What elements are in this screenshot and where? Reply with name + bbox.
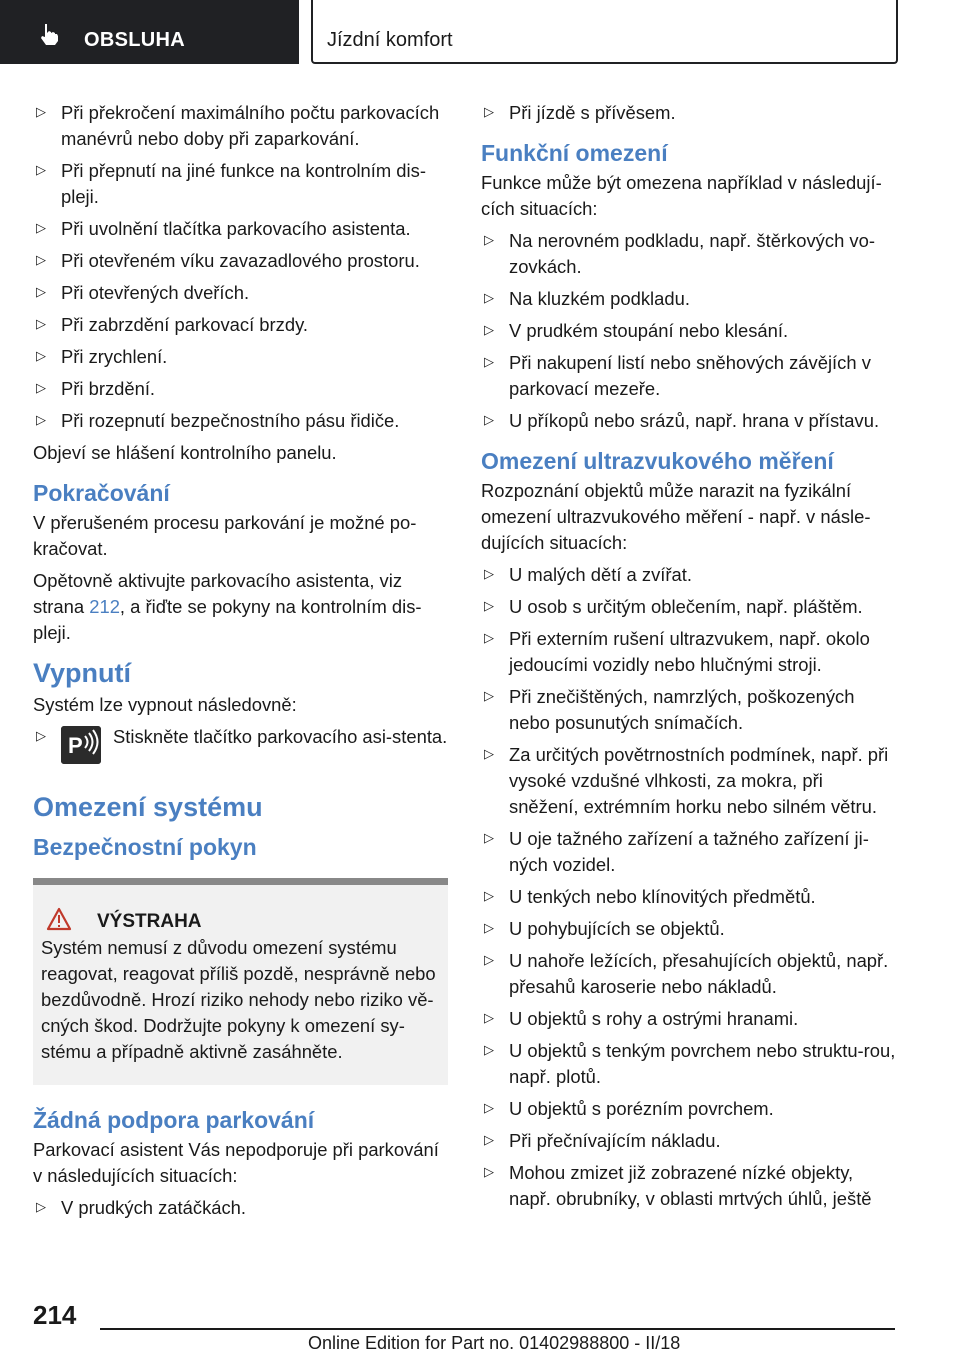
bullet-marker: ▷ <box>484 688 494 703</box>
bullet-marker: ▷ <box>484 952 494 967</box>
section-title: Jízdní komfort <box>327 29 453 51</box>
list-item <box>33 100 448 152</box>
list-item-text: Při nakupení listí nebo sněhových závějích v parkovací mezeře. <box>509 352 871 399</box>
warning-text: Systém nemusí z důvodu omezení systému reagovat, reagovat příliš pozdě, nesprávně nebo bezdůvodně. Hrozí riziko nehody nebo riziko vě-cných škod. Dodržujte pokyny k omezení sy-stému a případně aktivně zasáhněte. <box>41 937 436 1062</box>
list-item-text: Při přečnívajícím nákladu. <box>509 1130 721 1151</box>
bullet-marker: ▷ <box>484 1100 494 1115</box>
list-item-text: U nahoře ležících, přesahujících objektů, např. přesahů karoserie nebo nákladů. <box>509 950 889 997</box>
list-item <box>481 228 896 280</box>
left-column <box>33 100 448 1227</box>
list-item <box>481 318 896 344</box>
bullet-marker: ▷ <box>36 380 46 395</box>
list-item <box>33 344 448 370</box>
list-item <box>481 562 896 588</box>
bullet-marker: ▷ <box>484 1010 494 1025</box>
list-item-text: Při přepnutí na jiné funkce na kontrolním dis-pleji. <box>61 160 426 207</box>
list-item <box>481 948 896 1000</box>
ultrasonic-limits-text: Rozpoznání objektů může narazit na fyzikální omezení ultrazvukového měření - např. v násle-dujících situacích: <box>481 480 871 553</box>
continue-text-2a: Opětovně aktivujte parkovacího asistenta, viz strana <box>33 570 403 617</box>
list-item <box>33 216 448 242</box>
bullet-marker: ▷ <box>484 746 494 761</box>
list-item <box>481 884 896 910</box>
list-item-text: Při otevřených dveřích. <box>61 282 250 303</box>
switch-off-item-text: Stiskněte tlačítko parkovacího asi-stenta. <box>113 726 448 747</box>
warning-box <box>33 878 448 1085</box>
bullet-marker: ▷ <box>484 1132 494 1147</box>
hand-pointer-icon <box>38 22 60 46</box>
list-item-text: V prudkém stoupání nebo klesání. <box>509 320 789 341</box>
bullet-marker: ▷ <box>36 162 46 177</box>
page-link-212[interactable]: 212 <box>89 596 120 617</box>
bullet-marker: ▷ <box>36 1199 46 1214</box>
page-number: 214 <box>33 1300 77 1330</box>
list-item-text: Za určitých povětrnostních podmínek, např. při vysoké vzdušné vlhkosti, za mokra, při sněžení, extrémním horku nebo silném větru. <box>509 744 889 817</box>
bullet-marker: ▷ <box>484 1164 494 1179</box>
list-item-text: Při zabrzdění parkovací brzdy. <box>61 314 309 335</box>
list-item <box>481 1160 896 1212</box>
bullet-marker: ▷ <box>484 322 494 337</box>
bullet-marker: ▷ <box>36 728 46 743</box>
list-item <box>481 1096 896 1122</box>
list-item <box>481 626 896 678</box>
list-item-text: Při uvolnění tlačítka parkovacího asistenta. <box>61 218 411 239</box>
list-item <box>481 684 896 736</box>
list-item-text: Na nerovném podkladu, např. štěrkových vo-zovkách. <box>509 230 875 277</box>
ultrasonic-limits-list <box>481 562 896 1212</box>
list-item <box>481 1128 896 1154</box>
list-item-text: U tenkých nebo klínovitých předmětů. <box>509 886 816 907</box>
bullet-marker: ▷ <box>484 630 494 645</box>
header-section <box>311 0 898 64</box>
bullet-marker: ▷ <box>484 888 494 903</box>
list-item-text: U objektů s rohy a ostrými hranami. <box>509 1008 799 1029</box>
list-item <box>33 312 448 338</box>
list-item <box>481 826 896 878</box>
list-item <box>481 408 896 434</box>
list-item-text: V prudkých zatáčkách. <box>61 1197 247 1218</box>
bullet-marker: ▷ <box>36 412 46 427</box>
bullet-marker: ▷ <box>484 830 494 845</box>
switch-off-item <box>33 724 448 780</box>
function-limits-text: Funkce může být omezena například v následují-cích situacích: <box>481 172 882 219</box>
bullet-marker: ▷ <box>484 598 494 613</box>
list-item-text: U příkopů nebo srázů, např. hrana v přístavu. <box>509 410 880 431</box>
warning-title: VÝSTRAHA <box>97 911 202 932</box>
bullet-marker: ▷ <box>36 220 46 235</box>
warning-header <box>41 905 440 935</box>
continue-text-2b: , a řiďte se pokyny na kontrolním dis-pleji. <box>33 596 422 643</box>
list-item-text: U pohybujících se objektů. <box>509 918 725 939</box>
bullet-marker: ▷ <box>484 412 494 427</box>
bullet-marker: ▷ <box>484 290 494 305</box>
heading-switch-off: Vypnutí <box>33 658 131 688</box>
list-item-text: Při zrychlení. <box>61 346 168 367</box>
svg-text:P: P <box>68 733 83 758</box>
bullet-marker: ▷ <box>36 316 46 331</box>
list-item-text: Při znečištěných, namrzlých, poškozených nebo posunutých snímačích. <box>509 686 855 733</box>
no-support-text: Parkovací asistent Vás nepodporuje při parkování v následujících situacích: <box>33 1139 439 1186</box>
list-item <box>33 158 448 210</box>
list-item-text: Při brzdění. <box>61 378 156 399</box>
warning-triangle-icon <box>46 907 72 931</box>
list-item <box>481 594 896 620</box>
list-item <box>33 376 448 402</box>
bullet-marker: ▷ <box>36 348 46 363</box>
function-limits-list <box>481 228 896 434</box>
list-item <box>481 350 896 402</box>
list-item <box>481 742 896 820</box>
list-item-text: U objektů s porézním povrchem. <box>509 1098 774 1119</box>
list-item-text: U oje tažného zařízení a tažného zařízení ji-ných vozidel. <box>509 828 869 875</box>
parking-assistant-button-icon <box>61 726 101 764</box>
switch-off-text: Systém lze vypnout následovně: <box>33 694 297 715</box>
heading-function-limits: Funkční omezení <box>481 140 668 166</box>
list-item <box>481 1038 896 1090</box>
list-item <box>481 286 896 312</box>
bullet-marker: ▷ <box>484 566 494 581</box>
list-item <box>481 916 896 942</box>
bullet-marker: ▷ <box>484 232 494 247</box>
heading-safety-note: Bezpečnostní pokyn <box>33 834 257 860</box>
right-column <box>481 100 896 1218</box>
stop-conditions-list <box>33 100 448 434</box>
list-item-text: U objektů s tenkým povrchem nebo struktu-rou, např. plotů. <box>509 1040 896 1087</box>
bullet-marker: ▷ <box>484 354 494 369</box>
bullet-marker: ▷ <box>36 252 46 267</box>
bullet-marker: ▷ <box>484 1042 494 1057</box>
header-tab <box>0 0 299 64</box>
list-item <box>33 408 448 434</box>
list-item <box>481 100 896 126</box>
list-item <box>481 1006 896 1032</box>
list-item <box>33 1195 448 1221</box>
heading-ultrasonic-limits: Omezení ultrazvukového měření <box>481 448 834 474</box>
footer-edition: Online Edition for Part no. 01402988800 - II/18 <box>308 1333 681 1353</box>
list-item-text: Při jízdě s přívěsem. <box>509 102 676 123</box>
bullet-marker: ▷ <box>484 920 494 935</box>
heading-system-limits: Omezení systému <box>33 792 263 822</box>
list-item <box>33 248 448 274</box>
list-item-text: Na kluzkém podkladu. <box>509 288 690 309</box>
bullet-marker: ▷ <box>36 284 46 299</box>
continue-text-2 <box>33 568 448 646</box>
header-tab-label: OBSLUHA <box>84 29 185 51</box>
list-item-text: Při externím rušení ultrazvukem, např. okolo jedoucími vozidly nebo hlučnými stroji. <box>509 628 870 675</box>
list-item-text: Při rozepnutí bezpečnostního pásu řidiče. <box>61 410 400 431</box>
heading-continue: Pokračování <box>33 480 170 506</box>
list-item-text: U osob s určitým oblečením, např. pláštěm. <box>509 596 863 617</box>
list-item-text: Mohou zmizet již zobrazené nízké objekty, např. obrubníky, v oblasti mrtvých úhlů, ještě <box>509 1162 872 1209</box>
footer-divider <box>100 1328 895 1330</box>
heading-no-parking-support: Žádná podpora parkování <box>33 1107 315 1133</box>
list-item-text: Při překročení maximálního počtu parkovacích manévrů nebo doby při zaparkování. <box>61 102 440 149</box>
no-support-list-continued <box>481 100 896 126</box>
bullet-marker: ▷ <box>484 104 494 119</box>
list-item <box>33 280 448 306</box>
continue-text-1: V přerušeném procesu parkování je možné po-kračovat. <box>33 512 417 559</box>
bullet-marker: ▷ <box>36 104 46 119</box>
list-item-text: Při otevřeném víku zavazadlového prostoru. <box>61 250 420 271</box>
after-list-text: Objeví se hlášení kontrolního panelu. <box>33 442 337 463</box>
list-item-text: U malých dětí a zvířat. <box>509 564 692 585</box>
no-support-list <box>33 1195 448 1221</box>
